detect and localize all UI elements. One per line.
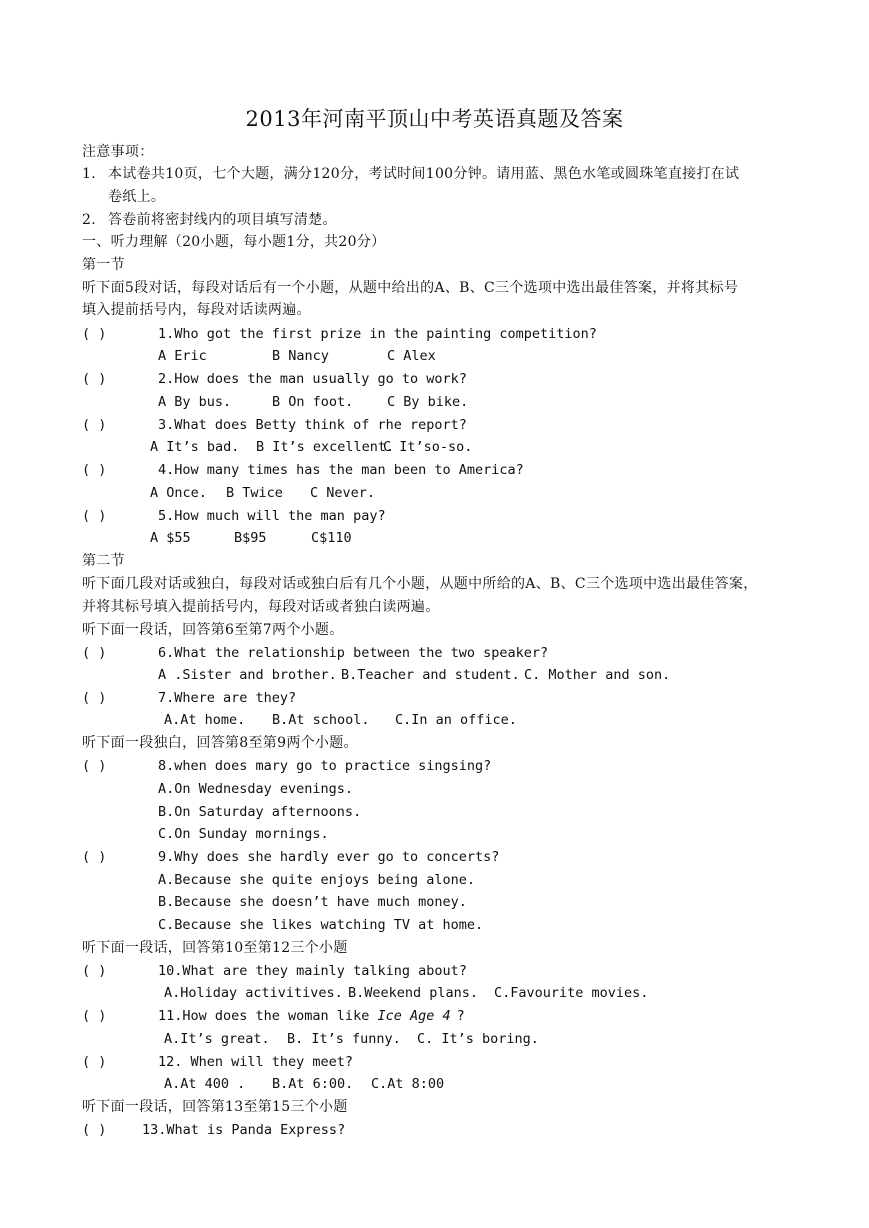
question-row	[82, 507, 386, 525]
option-a: A $55	[150, 530, 191, 546]
group-instruction: 听下面一段话，回答第6至第7两个小题。	[82, 622, 344, 638]
answer-bracket[interactable]: ( )	[82, 462, 107, 478]
question-row	[82, 689, 296, 707]
option-a: A.On Wednesday evenings.	[158, 781, 354, 797]
part-instruction-line2: 填入提前括号内，每段对话读两遍。	[82, 302, 311, 318]
option-b: B. It’s funny.	[287, 1031, 401, 1047]
option-c: C. Mother and son.	[524, 667, 671, 683]
answer-bracket[interactable]: ( )	[82, 508, 107, 524]
page-title: 2013年河南平顶山中考英语真题及答案	[245, 107, 624, 131]
movie-title: Ice Age 4	[377, 1008, 451, 1024]
notice-text-line1: 本试卷共10页，七个大题，满分120分，考试时间100分钟。请用蓝、黑色水笔或圆珠笔直接打在试	[108, 166, 740, 182]
answer-bracket[interactable]: ( )	[82, 371, 107, 387]
part-instruction-line2: 并将其标号填入提前括号内，每段对话或者独白读两遍。	[82, 599, 440, 615]
question-row	[82, 757, 491, 775]
answer-bracket[interactable]: ( )	[82, 1008, 107, 1024]
question-text: 10.What are they mainly talking about?	[158, 963, 467, 979]
option-c: C$110	[311, 530, 352, 546]
question-text: 6.What the relationship between the two speaker?	[158, 645, 549, 661]
option-a: A By bus.	[158, 394, 232, 410]
option-c: C.On Sunday mornings.	[158, 826, 329, 842]
question-row	[82, 962, 467, 980]
answer-bracket[interactable]: ( )	[82, 417, 107, 433]
notice-number: 1.	[82, 166, 96, 182]
option-b: B.At school.	[272, 712, 370, 728]
question-row	[82, 416, 467, 434]
option-b: B.Weekend plans.	[348, 985, 479, 1001]
question-text: 7.Where are they?	[158, 690, 297, 706]
group-instruction: 听下面一段话，回答第10至第12三个小题	[82, 940, 348, 956]
notice-item	[82, 211, 337, 229]
option-a: A.Because she quite enjoys being alone.	[158, 872, 475, 888]
answer-bracket[interactable]: ( )	[82, 326, 107, 342]
option-c: C.In an office.	[395, 712, 517, 728]
part-title: 第一节	[82, 257, 125, 273]
part-instruction-line1: 听下面5段对话，每段对话后有一个小题，从题中给出的A、B、C三个选项中选出最佳答案，并将其标号	[82, 280, 739, 296]
question-row	[82, 1121, 345, 1139]
question-text: 13.What is Panda Express?	[142, 1122, 346, 1138]
question-row	[82, 1007, 465, 1025]
option-a: A.It’s great.	[164, 1031, 270, 1047]
answer-bracket[interactable]: ( )	[82, 963, 107, 979]
option-b: B.At 6:00.	[272, 1076, 354, 1092]
group-instruction: 听下面一段话，回答第13至第15三个小题	[82, 1099, 348, 1115]
option-c: C.At 8:00	[371, 1076, 445, 1092]
option-c: C By bike.	[387, 394, 469, 410]
option-b: B It’s excellent.	[256, 439, 395, 455]
answer-bracket[interactable]: ( )	[82, 849, 107, 865]
answer-bracket[interactable]: ( )	[82, 758, 107, 774]
question-row	[82, 370, 467, 388]
question-row	[82, 644, 548, 662]
option-c: C Never.	[310, 485, 376, 501]
question-text: 9.Why does she hardly ever go to concerts?	[158, 849, 500, 865]
question-row	[82, 325, 597, 343]
group-instruction: 听下面一段独白，回答第8至第9两个小题。	[82, 735, 358, 751]
option-c: C Alex	[387, 348, 436, 364]
question-mark: ?	[456, 1008, 465, 1024]
question-text: 2.How does the man usually go to work?	[158, 371, 467, 387]
question-text: 3.What does Betty think of rhe report?	[158, 417, 467, 433]
option-c: C.Because she likes watching TV at home.	[158, 917, 484, 933]
option-a: A Eric	[158, 348, 207, 364]
option-c: C.Favourite movies.	[494, 985, 649, 1001]
notice-text: 答卷前将密封线内的项目填写清楚。	[108, 212, 337, 228]
option-c: C It’so-so.	[383, 439, 473, 455]
part-instruction-line1: 听下面几段对话或独白，每段对话或独白后有几个小题，从题中所给的A、B、C三个选项中选出最佳答案，	[82, 576, 758, 592]
option-c: C. It’s boring.	[417, 1031, 539, 1047]
option-b: B$95	[234, 530, 267, 546]
answer-bracket[interactable]: ( )	[82, 690, 107, 706]
part-title: 第二节	[82, 553, 125, 569]
question-text: 4.How many times has the man been to America?	[158, 462, 524, 478]
option-a: A.At home.	[164, 712, 246, 728]
option-b: B Nancy	[272, 348, 329, 364]
answer-bracket[interactable]: ( )	[82, 1122, 107, 1138]
question-row	[82, 1053, 353, 1071]
option-b: B.Teacher and student.	[341, 667, 520, 683]
notice-item	[82, 165, 739, 183]
option-a: A .Sister and brother.	[158, 667, 337, 683]
notice-header: 注意事项：	[82, 144, 154, 160]
option-b: B.On Saturday afternoons.	[158, 804, 362, 820]
question-text: 8.when does mary go to practice singsing?	[158, 758, 492, 774]
question-row	[82, 848, 499, 866]
answer-bracket[interactable]: ( )	[82, 645, 107, 661]
question-text: 5.How much will the man pay?	[158, 508, 386, 524]
option-b: B.Because she doesn’t have much money.	[158, 894, 467, 910]
notice-text-line2: 卷纸上。	[108, 189, 166, 205]
notice-number: 2.	[82, 212, 96, 228]
answer-bracket[interactable]: ( )	[82, 1054, 107, 1070]
question-text: 11.How does the woman like	[158, 1008, 378, 1024]
option-b: B On foot.	[272, 394, 354, 410]
option-a: A.At 400 .	[164, 1076, 246, 1092]
option-a: A It’s bad.	[150, 439, 240, 455]
question-row	[82, 461, 524, 479]
section-title: 一、听力理解（20小题，每小题1分，共20分）	[82, 234, 386, 250]
option-a: A.Holiday activitives.	[164, 985, 343, 1001]
question-text: 1.Who got the first prize in the painting competition?	[158, 326, 597, 342]
option-a: A Once.	[150, 485, 207, 501]
option-b: B Twice	[226, 485, 283, 501]
question-text: 12. When will they meet?	[158, 1054, 354, 1070]
